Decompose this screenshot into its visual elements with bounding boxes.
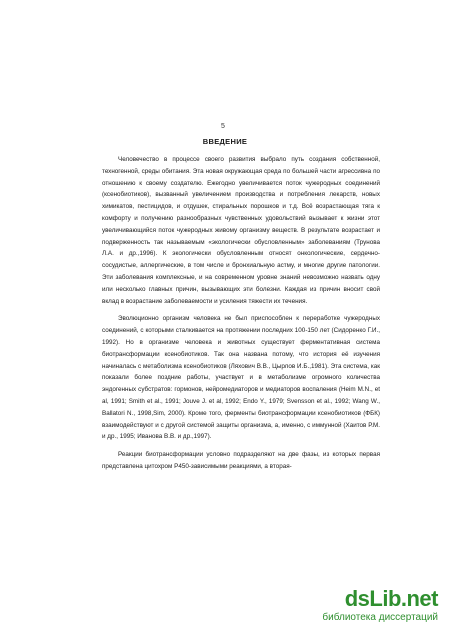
watermark-subtitle: библиотека диссертаций [322, 612, 438, 623]
site-watermark [278, 586, 438, 626]
paragraph: Человечество в процессе своего развития выбрало путь создания собственной, техногенной, среды обитания. Эта новая окружающая среда по большей части агрессивна по отношению к своему создателю. Ежегодно увеличивается поток чужеродных соединений (ксенобиотиков), вызванный увеличением производства и потребления лекарств, новых химикатов, пестицидов, и отдушек, стиральных порошков и т.д. Всё возрастающая тяга к комфорту и получению разнообразных чувственных удовольствий вызывает к жизни этот увеличивающийся поток чужеродных живому организму веществ. В результате возрастает и подверженность так называемым «экологически обусловленным» заболеваниям (Трунова Л.А. и др.,1996). К экологически обусловленным относят онкологические, сердечно-сосудистые, аллергические, в том числе и бронхиальную астму, и многие другие патологии. Эти заболевания комплексные, и на современном уровне знаний невозможно назвать одну или несколько главных причин, вызывающих эти болезни. Каждая из причин вносит свой вклад в возрастание заболеваемости и усиления тяжести их течения. [102, 156, 380, 305]
watermark-logo: dsLib.net [344, 586, 438, 611]
body-text [102, 154, 380, 479]
page-title: ВВЕДЕНИЕ [202, 137, 248, 146]
page-number: 5 [221, 123, 225, 130]
paragraph: Реакции биотрансформации условно подразделяют на две фазы, из которых первая представлена цитохром Р450-зависимыми реакциями, а вторая- [102, 451, 380, 470]
paragraph: Эволюционно организм человека не был приспособлен к переработке чужеродных соединений, с которыми сталкивается на протяжении последних 100-150 лет (Сидоренко Г.И., 1992). Но в организме человека и животных существует ферментативная система биотрансформации ксенобиотиков. Так она названа потому, что история её изучения начиналась с метаболизма ксенобиотиков (Ляхович В.В., Цырлов И.Б.,1981). Эта система, как показали более поздние работы, участвует и в метаболизме огромного количества эндогенных субстратов: гормонов, нейромедиаторов и медиаторов воспаления (Heim M.N., et al, 1991; Smith et al., 1991; Jouve J. et al, 1992; Endo Y., 1979; Svensson et al., 1992; Wang W., Ballatori N., 1998,Sim, 2000). Кроме того, ферменты биотрансформации ксенобиотиков (ФБК) взаимодействуют и с другой системой защиты организма, а, именно, с иммунной (Хаитов Р.М. и др., 1995; Иванова В.В. и др.,1997). [102, 315, 380, 441]
